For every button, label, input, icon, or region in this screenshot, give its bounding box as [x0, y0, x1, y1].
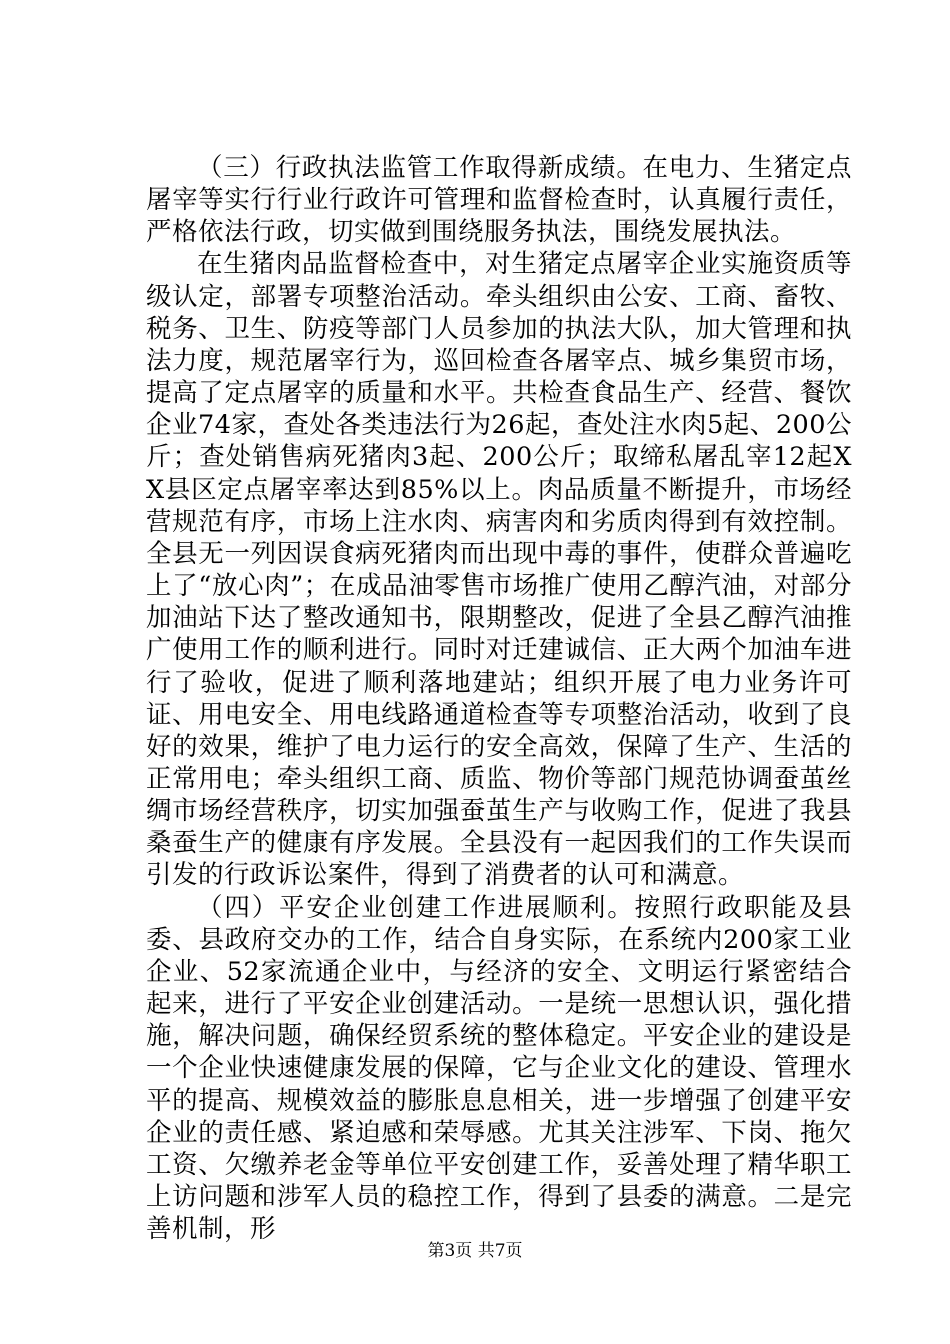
paragraph-1: （三）行政执法监管工作取得新成绩。在电力、生猪定点屠宰等实行行业行政许可管理和监督检查时，认真履行责任，严格依法行政，切实做到围绕服务执法，围绕发展执法。: [146, 153, 852, 248]
page-footer: 第3页 共7页: [427, 1241, 523, 1261]
paragraph-3: （四）平安企业创建工作进展顺利。按照行政职能及县委、县政府交办的工作，结合自身实际，在系统内200家工业企业、52家流通企业中，与经济的安全、文明运行紧密结合起来，进行了平安企业创建活动。一是统一思想认识，强化措施，解决问题，确保经贸系统的整体稳定。平安企业的建设是一个企业快速健康发展的保障，它与企业文化的建设、管理水平的提高、规模效益的膨胀息息相关，进一步增强了创建平安企业的责任感、紧迫感和荣辱感。尤其关注涉军、下岗、拖欠工资、欠缴养老金等单位平安创建工作，妥善处理了精华职工上访问题和涉军人员的稳控工作，得到了县委的满意。二是完善机制，形: [146, 892, 852, 1245]
paragraph-2: 在生猪肉品监督检查中，对生猪定点屠宰企业实施资质等级认定，部署专项整治活动。牵头组织由公安、工商、畜牧、税务、卫生、防疫等部门人员参加的执法大队，加大管理和执法力度，规范屠宰行为，巡回检查各屠宰点、城乡集贸市场，提高了定点屠宰的质量和水平。共检查食品生产、经营、餐饮企业74家，查处各类违法行为26起，查处注水肉5起、200公斤；查处销售病死猪肉3起、200公斤；取缔私屠乱宰12起XX县区定点屠宰率达到85%以上。肉品质量不断提升，市场经营规范有序，市场上注水肉、病害肉和劣质肉得到有效控制。全县无一列因误食病死猪肉而出现中毒的事件，使群众普遍吃上了“放心肉”；在成品油零售市场推广使用乙醇汽油，对部分加油站下达了整改通知书，限期整改，促进了全县乙醇汽油推广使用工作的顺利进行。同时对迁建诚信、正大两个加油车进行了验收，促进了顺利落地建站；组织开展了电力业务许可证、用电安全、用电线路通道检查等专项整治活动，收到了良好的效果，维护了电力运行的安全高效，保障了生产、生活的正常用电；牵头组织工商、质监、物价等部门规范协调蚕茧丝绸市场经营秩序，切实加强蚕茧生产与收购工作，促进了我县桑蚕生产的健康有序发展。全县没有一起因我们的工作失误而引发的行政诉讼案件，得到了消费者的认可和满意。: [146, 249, 852, 891]
document-body: [146, 152, 852, 1245]
